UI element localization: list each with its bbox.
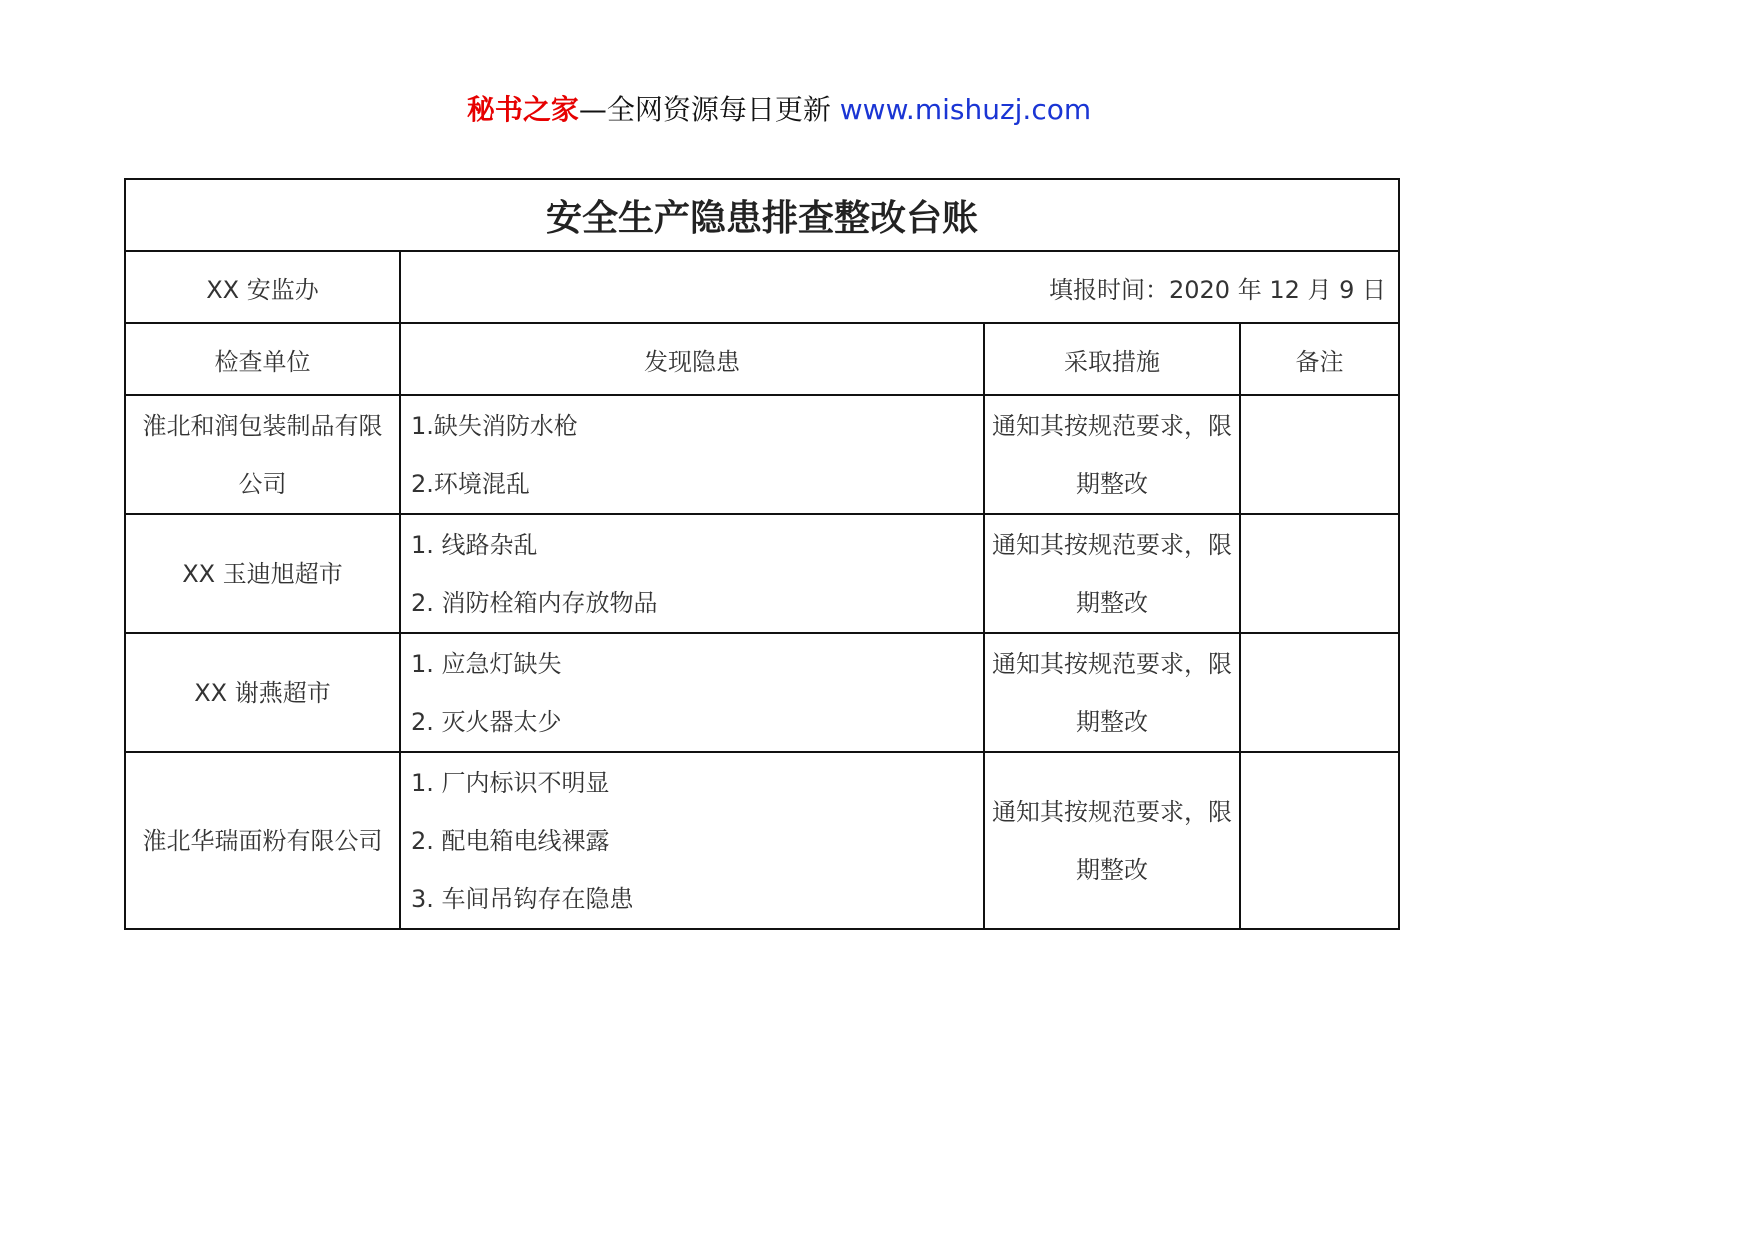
table-row (125, 633, 1399, 752)
remark-cell (1240, 514, 1399, 633)
inspected-unit: XX 玉迪旭超市 (125, 514, 400, 633)
column-header-measures: 采取措施 (984, 323, 1240, 395)
measure-taken: 通知其按规范要求，限期整改 (984, 633, 1240, 752)
hazard-ledger-table (124, 178, 1400, 930)
hazard-item: 1. 应急灯缺失 (411, 649, 562, 678)
table-title-row (125, 179, 1399, 251)
remark-cell (1240, 752, 1399, 929)
report-date: 填报时间：2020 年 12 月 9 日 (400, 251, 1399, 323)
column-header-remarks: 备注 (1240, 323, 1399, 395)
hazard-list (400, 514, 984, 633)
site-banner (0, 88, 1558, 132)
brand-name: 秘书之家 (466, 93, 579, 126)
hazard-item: 1. 线路杂乱 (411, 530, 538, 559)
table-row (125, 514, 1399, 633)
hazard-item: 2. 灭火器太少 (411, 707, 562, 736)
site-url-link[interactable]: www.mishuzj.com (839, 93, 1092, 126)
hazard-item: 2.环境混乱 (411, 469, 530, 498)
office-name: XX 安监办 (125, 251, 400, 323)
hazard-item: 1. 厂内标识不明显 (411, 768, 610, 797)
inspected-unit: XX 谢燕超市 (125, 633, 400, 752)
table-meta-row (125, 251, 1399, 323)
hazard-item: 1.缺失消防水枪 (411, 411, 578, 440)
inspected-unit: 淮北华瑞面粉有限公司 (125, 752, 400, 929)
table-row (125, 752, 1399, 929)
banner-tagline: —全网资源每日更新 (578, 93, 840, 126)
hazard-list (400, 633, 984, 752)
column-header-row (125, 323, 1399, 395)
hazard-item: 3. 车间吊钩存在隐患 (411, 884, 634, 913)
document-title: 安全生产隐患排查整改台账 (125, 179, 1399, 251)
measure-taken: 通知其按规范要求，限期整改 (984, 752, 1240, 929)
measure-taken: 通知其按规范要求，限期整改 (984, 395, 1240, 514)
hazard-list (400, 752, 984, 929)
hazard-item: 2. 消防栓箱内存放物品 (411, 588, 658, 617)
inspected-unit: 淮北和润包装制品有限公司 (125, 395, 400, 514)
remark-cell (1240, 395, 1399, 514)
table-row (125, 395, 1399, 514)
measure-taken: 通知其按规范要求，限期整改 (984, 514, 1240, 633)
column-header-unit: 检查单位 (125, 323, 400, 395)
column-header-issues: 发现隐患 (400, 323, 984, 395)
hazard-item: 2. 配电箱电线裸露 (411, 826, 610, 855)
hazard-list (400, 395, 984, 514)
remark-cell (1240, 633, 1399, 752)
